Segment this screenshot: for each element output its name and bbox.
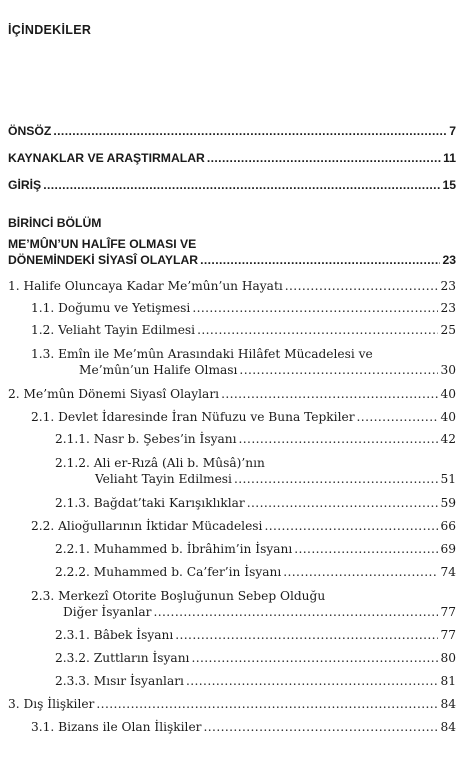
toc-entry-1-1[interactable] (31, 301, 456, 316)
dot-leader (239, 432, 439, 447)
toc-page-number: 15 (442, 178, 456, 192)
dot-leader (200, 253, 440, 268)
toc-entry-title: 2.1. Devlet İdaresinde İran Nüfuzu ve Buna Tepkiler (31, 410, 355, 424)
toc-entry-2-2-1[interactable] (55, 542, 456, 557)
toc-page-number: 59 (440, 496, 456, 510)
dot-leader (175, 628, 438, 643)
toc-page-number: 51 (440, 472, 456, 486)
toc-entry-2-3-2[interactable] (55, 651, 456, 666)
page-title: İÇİNDEKİLER (8, 23, 92, 37)
dot-leader (96, 697, 438, 712)
toc-entry-2-2-2[interactable] (55, 565, 456, 580)
toc-entry-title: 2.3.2. Zuttların İsyanı (55, 651, 190, 665)
dot-leader (247, 496, 439, 511)
toc-entry-3-1[interactable] (31, 720, 456, 735)
toc-entry-3[interactable] (8, 697, 456, 712)
toc-entry-2-1-3[interactable] (55, 496, 456, 511)
part-title-line1: ME’MÛN’UN HALÎFE OLMASI VE (8, 237, 197, 251)
toc-entry-title: 2.2.2. Muhammed b. Ca’fer’in İsyanı (55, 565, 282, 579)
toc-entry-kaynaklar[interactable] (8, 151, 456, 166)
toc-page-number: 23 (442, 253, 456, 267)
toc-entry-title: 1.1. Doğumu ve Yetişmesi (31, 301, 191, 315)
dot-leader (285, 279, 439, 294)
dot-leader (294, 542, 438, 557)
toc-page-number: 81 (440, 674, 456, 688)
toc-entry-1[interactable] (8, 279, 456, 294)
toc-entry-title: 1. Halife Oluncaya Kadar Me’mûn’un Hayatı (8, 279, 283, 293)
toc-entry-2-1-2[interactable] (95, 472, 456, 487)
toc-entry-part-title[interactable] (8, 253, 456, 268)
toc-entry-title: 2.1.1. Nasr b. Şebes’in İsyanı (55, 432, 237, 446)
toc-entry-2-1[interactable] (31, 410, 456, 425)
toc-page-number: 40 (440, 387, 456, 401)
toc-entry-title: Me’mûn’un Halife Olması (79, 363, 238, 377)
toc-entry-title: 2. Me’mûn Dönemi Siyasî Olayları (8, 387, 220, 401)
toc-entry-2-1-2-line1: 2.1.2. Ali er-Rızâ (Ali b. Mûsâ)’nın (55, 456, 265, 470)
toc-entry-title: 2.3.3. Mısır İsyanları (55, 674, 184, 688)
dot-leader (153, 605, 438, 620)
toc-entry-title: 2.2.1. Muhammed b. İbrâhim’in İsyanı (55, 542, 293, 556)
dot-leader (53, 124, 447, 139)
toc-entry-title: 2.3.1. Bâbek İsyanı (55, 628, 174, 642)
toc-page-number: 25 (440, 323, 456, 337)
toc-page-number: 23 (440, 279, 456, 293)
toc-entry-1-2[interactable] (31, 323, 456, 338)
dot-leader (234, 472, 439, 487)
toc-entry-title: DÖNEMİNDEKİ SİYASÎ OLAYLAR (8, 253, 199, 267)
toc-page-number: 30 (440, 363, 456, 377)
toc-page-number: 84 (440, 697, 456, 711)
toc-entry-title: KAYNAKLAR VE ARAŞTIRMALAR (8, 151, 205, 165)
dot-leader (186, 674, 439, 689)
dot-leader (239, 363, 438, 378)
toc-entry-title: Veliaht Tayin Edilmesi (95, 472, 232, 486)
toc-entry-giris[interactable] (8, 178, 456, 193)
toc-entry-2[interactable] (8, 387, 456, 402)
toc-entry-onsoz[interactable] (8, 124, 456, 139)
toc-entry-2-2[interactable] (31, 519, 456, 534)
dot-leader (204, 720, 439, 735)
toc-page-number: 40 (440, 410, 456, 424)
dot-leader (191, 651, 438, 666)
toc-entry-2-3-3[interactable] (55, 674, 456, 689)
dot-leader (221, 387, 438, 402)
dot-leader (192, 301, 438, 316)
toc-entry-1-3[interactable] (79, 363, 456, 378)
toc-entry-title: GİRİŞ (8, 178, 42, 192)
toc-entry-2-3-line1: 2.3. Merkezî Otorite Boşluğunun Sebep Olduğu (31, 589, 326, 603)
dot-leader (43, 178, 440, 193)
toc-page-number: 77 (440, 605, 456, 619)
toc-page-number: 42 (440, 432, 456, 446)
toc-entry-2-1-1[interactable] (55, 432, 456, 447)
dot-leader (264, 519, 438, 534)
toc-entry-title: Diğer İsyanlar (63, 605, 152, 619)
dot-leader (283, 565, 438, 580)
toc-page-number: 77 (440, 628, 456, 642)
toc-page-number: 84 (440, 720, 456, 734)
dot-leader (197, 323, 438, 338)
toc-page-number: 11 (443, 151, 456, 165)
toc-page-number: 23 (440, 301, 456, 315)
dot-leader (207, 151, 441, 166)
toc-page-number: 7 (449, 124, 456, 138)
toc-entry-2-3-1[interactable] (55, 628, 456, 643)
dot-leader (357, 410, 439, 425)
part-label: BİRİNCİ BÖLÜM (8, 216, 102, 230)
toc-entry-title: 3. Dış İlişkiler (8, 697, 95, 711)
toc-entry-1-3-line1: 1.3. Emîn ile Me’mûn Arasındaki Hilâfet Mücadelesi ve (31, 347, 373, 361)
toc-entry-title: 2.1.3. Bağdat’taki Karışıklıklar (55, 496, 245, 510)
toc-entry-title: ÖNSÖZ (8, 124, 52, 138)
toc-entry-title: 2.2. Alioğullarının İktidar Mücadelesi (31, 519, 263, 533)
toc-entry-title: 1.2. Veliaht Tayin Edilmesi (31, 323, 196, 337)
toc-entry-2-3[interactable] (63, 605, 456, 620)
toc-page-number: 69 (440, 542, 456, 556)
toc-page-number: 80 (440, 651, 456, 665)
toc-page-number: 74 (440, 565, 456, 579)
toc-entry-title: 3.1. Bizans ile Olan İlişkiler (31, 720, 202, 734)
toc-page-number: 66 (440, 519, 456, 533)
